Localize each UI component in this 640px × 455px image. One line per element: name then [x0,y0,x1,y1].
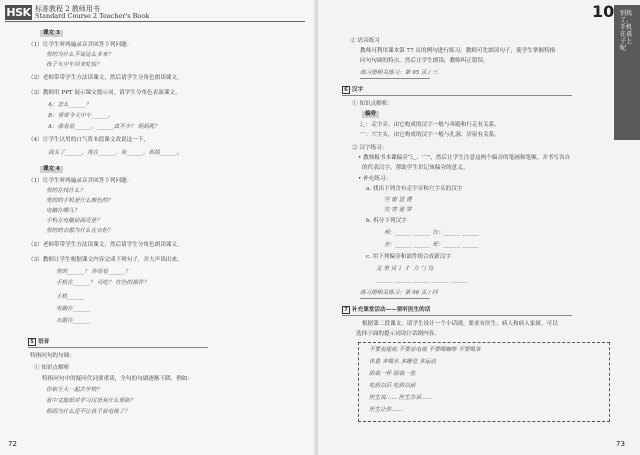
header-rule [5,21,305,22]
text-line: 根据第二段课文，请学生设计一个小话剧。要求有医生、病人和病人家属。可以 [362,321,558,327]
text-line: ① 知识点解析 [34,365,70,371]
text-line: 我买了______，现在______，有______，妈妈______。 [48,150,183,156]
vocab-line: 吃药以后 吃药以前 [369,383,416,389]
lesson-tag-4: 课文 4 [40,166,63,173]
text-line: （3）教师让学生根据课文内容完成下列句子，并大声读出来。 [28,257,183,263]
text-line: 男的的衣服为什么在衣柜？ [46,228,114,234]
text-line: 空 窗 送 建 [384,197,412,203]
text-line: （1）让学生听两遍录音并回答下列问题： [28,178,133,184]
text-line: 男的为什么不说这么多来？ [46,52,114,58]
text-line: 旁：______ ______ 哥：______ ______ [384,242,479,248]
text-line: 的代表汉字，帮助学生识记该偏旁的意义。 [362,165,469,171]
text-line: （3）教师用 PPT 展示课文提示词，请学生分角色表演课文。 [28,90,181,96]
header-title-cn: 标准教程 2 教师用书 [35,5,100,13]
text-line: B：哥哥今天中午______。 [48,113,114,119]
text-line: （4）让学生以男的口气将本段课文改说这一下， [28,137,150,143]
text-line: 宀：穴字头。由它构成的汉字一般与孔洞、房屋有关系。 [360,132,500,138]
text-line: 教师可利用课本第 77 页的例句进行练习。教师可先朗读句子，使学生掌握特指 [360,48,556,54]
vocab-line: 医生说…… 医生告诉…… [369,395,433,401]
text-line: 选择下面的提示词设计话剧内容。 [356,331,440,337]
text-line: 特指问句中的疑问代词要重读，全句的句调逐渐下降，例如： [42,376,194,382]
ref-rule [360,78,430,79]
right-page [318,0,640,455]
vocab-line: 休息 多喝水 多睡觉 多运动 [369,359,436,365]
text-line: 手机在电脑前面还是？ [46,218,102,224]
text-line: 特指问句的句调： [30,353,75,359]
text-line: 看中文报纸对学习汉语有什么帮助？ [46,398,136,404]
text-line: 辶：走字旁。由它构成的汉字一般与奔跑和行走有关系。 [360,122,500,128]
text-line: ② 汉字练习： [352,145,388,151]
text-line: 妈妈为什么还不让孩子看电视了？ [46,409,130,415]
text-line: 衣服在______ [56,318,90,324]
text-line: 你和王大一起去学校？ [46,387,102,393]
section-5-heading: 5 语音 [28,338,49,346]
vocab-line: 不要看报纸 不要看电视 不要喝咖啡 不要喝茶 [369,347,481,353]
text-line: 男的______？ 你看看______？ [56,269,131,275]
text-line: ① 知识点解析： [352,101,393,107]
vocab-line: 给我一杯 给我一张 [369,371,416,377]
page-number-right: 73 [616,440,625,448]
workbook-ref: 练习册相关练习：第 95 页 / 三 [360,70,438,76]
chapter-title: 别找了，手机在桌子上呢 [620,10,633,52]
vocab-line: 医生让你…… [369,407,403,413]
text-line: 电脑在______ [56,306,90,312]
text-line: 孩子火中午回来吃饭？ [46,62,102,68]
text-line: 手机在______？ 可吃？ 红色的那件？ [56,280,150,286]
text-line: ______ ______ ______ ______ ______ [376,277,468,283]
text-line: （2）老师带带学生方法读课文，然后请学生分角色朗读课文。 [28,75,183,81]
page-number-left: 72 [8,440,17,448]
text-line: 男的在找什么？ [46,188,86,194]
chapter-tab [584,0,640,140]
text-line: 电脑在哪儿？ [46,208,80,214]
text-line: 利：______ ______ 告：______ ______ [384,230,479,236]
text-line: • 教师板书本课偏旁“辶、宀”，然后让学生注意这两个偏旁的笔画和笔顺，并书写各自 [358,155,571,161]
text-line: b. 拆分下列汉字 [366,218,407,224]
text-line: A：怎么______？ [48,102,92,108]
lesson-tag-3: 课文 3 [40,30,63,37]
text-line: c. 用下列偏旁和部件组合成新汉字 [366,254,452,260]
text-line: 问句句调的特点，然后让学生朗读，教师纠正错误。 [360,58,489,64]
text-line: 手机______ [56,294,84,300]
section-7-heading: 7 补充课堂活动——要听医生的话 [342,306,430,314]
text-line: 究 容 迷 穿 [384,207,412,213]
text-line: • 补充练习： [358,176,392,182]
text-line: 男的的手机是什么颜色的？ [46,198,114,204]
text-line: 又 男 贝 讠 扌 力 勹 鸟 [376,266,434,272]
section-number: 7 [342,306,350,314]
text-line: a. 找出下列含有走字旁和穴字头的汉字 [366,186,463,192]
section-number: 5 [28,338,36,346]
text-line: （2）老师带带学生方法读课文，然后请学生分角色朗读课文。 [28,242,183,248]
section-rule [28,347,208,348]
section-number: 6 [342,86,350,94]
left-page [0,0,318,455]
workbook-ref: 练习册相关练习：第 96 页 / 四 [360,290,438,296]
text-line: （1）让学生听两遍录音并回答下列问题： [28,42,133,48]
ref-rule [360,298,430,299]
section-6-heading: 6 汉字 [342,86,363,94]
hsk-logo: HSK [6,6,31,19]
section-rule [342,95,572,96]
chapter-number: 10 [592,2,615,21]
text-line: A：我看看______，______真不少？ 妈妈呢？ [48,124,161,130]
header-title-en: Standard Course 2 Teacher's Book [35,12,150,20]
text-line: ② 语音练习 [350,38,380,44]
radical-tag: 偏旁 [362,111,379,118]
section-rule [342,315,572,316]
vocab-box [358,342,610,422]
